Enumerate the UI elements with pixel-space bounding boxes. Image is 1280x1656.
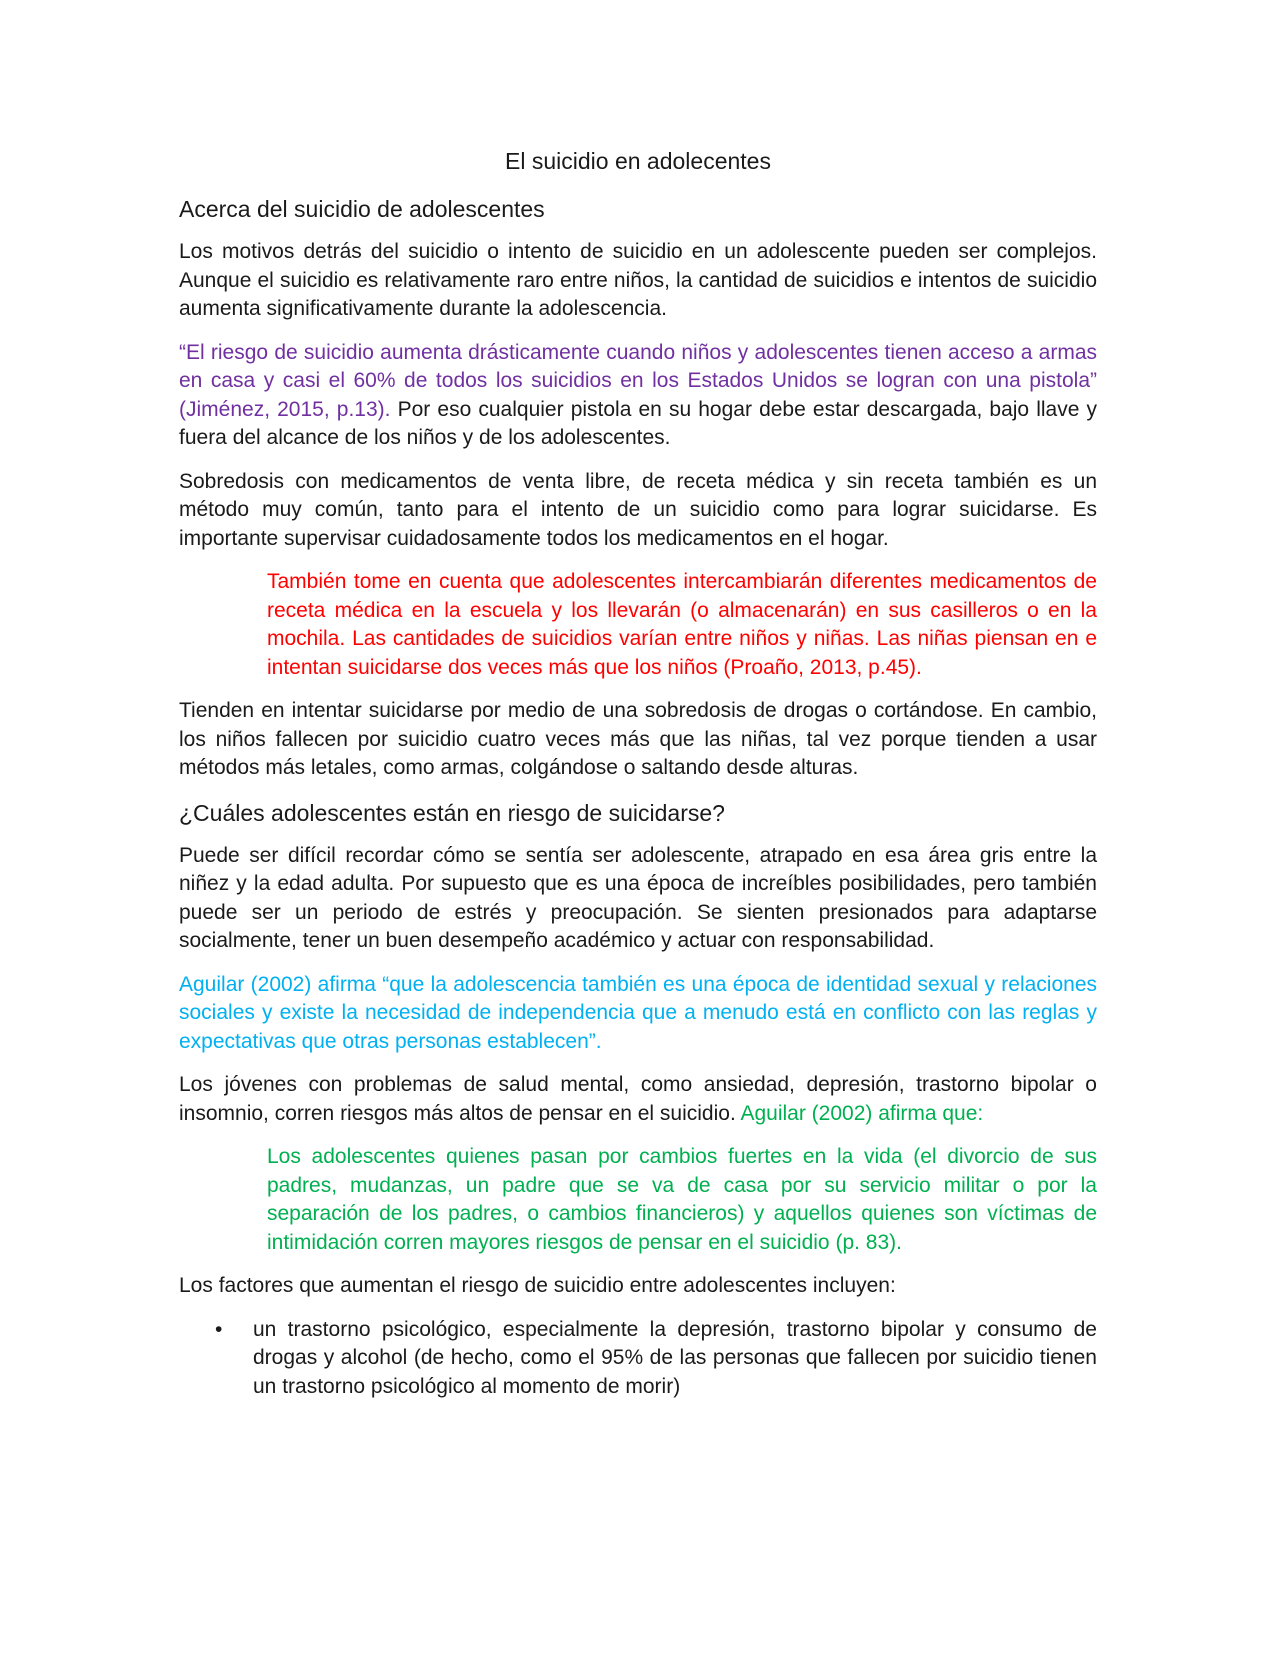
section-heading-about: Acerca del suicidio de adolescentes	[179, 196, 545, 222]
paragraph-firearms	[179, 339, 1097, 453]
paragraph-firearms-text: Por eso cualquier pistola en su hogar debe estar descargada, bajo llave y fuera del alcance de los niños y de los adolescentes.	[179, 397, 1097, 449]
section-heading-risk: ¿Cuáles adolescentes están en riesgo de suicidarse?	[179, 799, 725, 826]
list-item	[179, 1316, 1097, 1402]
block-quote-aguilar: Los adolescentes quienes pasan por cambios fuertes en la vida (el divorcio de sus padres, mudanzas, un padre que se va de casa por su servicio militar o por la separación de los padres, o cambios financieros) y aquellos quienes son víctimas de intimidación corren mayores riesgos de pensar en el suicidio (p. 83).	[267, 1145, 1097, 1254]
citation-aguilar: Aguilar (2002) afirma que:	[735, 1101, 984, 1125]
paragraph-adolescence: Puede ser difícil recordar cómo se sentía ser adolescente, atrapado en esa área gris entre la niñez y la edad adulta. Por supuesto que es una época de increíbles posibilidades, pero también puede ser un periodo de estrés y preocupación. Se sienten presionados para adaptarse socialmente, tener un buen desempeño académico y actuar con responsabilidad.	[179, 843, 1097, 952]
block-quote-proano: También tome en cuenta que adolescentes intercambiarán diferentes medicamentos de receta médica en la escuela y los llevarán (o almacenarán) en sus casilleros o en la mochila. Las cantidades de suicidios varían entre niños y niñas. Las niñas piensan en e intentan suicidarse dos veces más que los niños (Proaño, 2013, p.45).	[267, 570, 1097, 679]
document-body	[179, 146, 1097, 1401]
paragraph-overdose: Sobredosis con medicamentos de venta libre, de receta médica y sin receta también es un método muy común, tanto para el intento de un suicidio como para lograr suicidarse. Es importante supervisar cuidadosamente todos los medicamentos en el hogar.	[179, 469, 1097, 550]
paragraph-mental-health	[179, 1071, 1097, 1128]
bullet-icon: •	[215, 1317, 223, 1341]
quote-aguilar-identity: Aguilar (2002) afirma “que la adolescencia también es una época de identidad sexual y relaciones sociales y existe la necesidad de independencia que a menudo está en conflicto con las reglas y expectativas que otras personas establecen”.	[179, 972, 1097, 1053]
paragraph-mental-health-text: Los jóvenes con problemas de salud mental, como ansiedad, depresión, trastorno bipolar o insomnio, corren riesgos más altos de pensar en el suicidio.	[179, 1073, 1097, 1125]
paragraph-methods: Tienden en intentar suicidarse por medio de una sobredosis de drogas o cortándose. En cambio, los niños fallecen por suicidio cuatro veces más que las niñas, tal vez porque tienden a usar métodos más letales, como armas, colgándose o saltando desde alturas.	[179, 699, 1097, 779]
quote-jimenez: “El riesgo de suicidio aumenta drásticamente cuando niños y adolescentes tienen acceso a armas en casa y casi el 60% de todos los suicidios en los Estados Unidos se logran con una pistola” (Jiménez, 2015, p.13).	[179, 340, 1097, 421]
risk-factors-list	[179, 1316, 1097, 1402]
document-title: El suicidio en adolecentes	[505, 148, 771, 174]
paragraph-factors: Los factores que aumentan el riesgo de suicidio entre adolescentes incluyen:	[179, 1274, 896, 1297]
paragraph-motives: Los motivos detrás del suicidio o intento de suicidio en un adolescente pueden ser complejos. Aunque el suicidio es relativamente raro entre niños, la cantidad de suicidios e intentos de suicidio aumenta significativamente durante la adolescencia.	[179, 240, 1097, 320]
list-item-text: un trastorno psicológico, especialmente la depresión, trastorno bipolar y consumo de drogas y alcohol (de hecho, como el 95% de las personas que fallecen por suicidio tienen un trastorno psicológico al momento de morir)	[253, 1317, 1097, 1398]
